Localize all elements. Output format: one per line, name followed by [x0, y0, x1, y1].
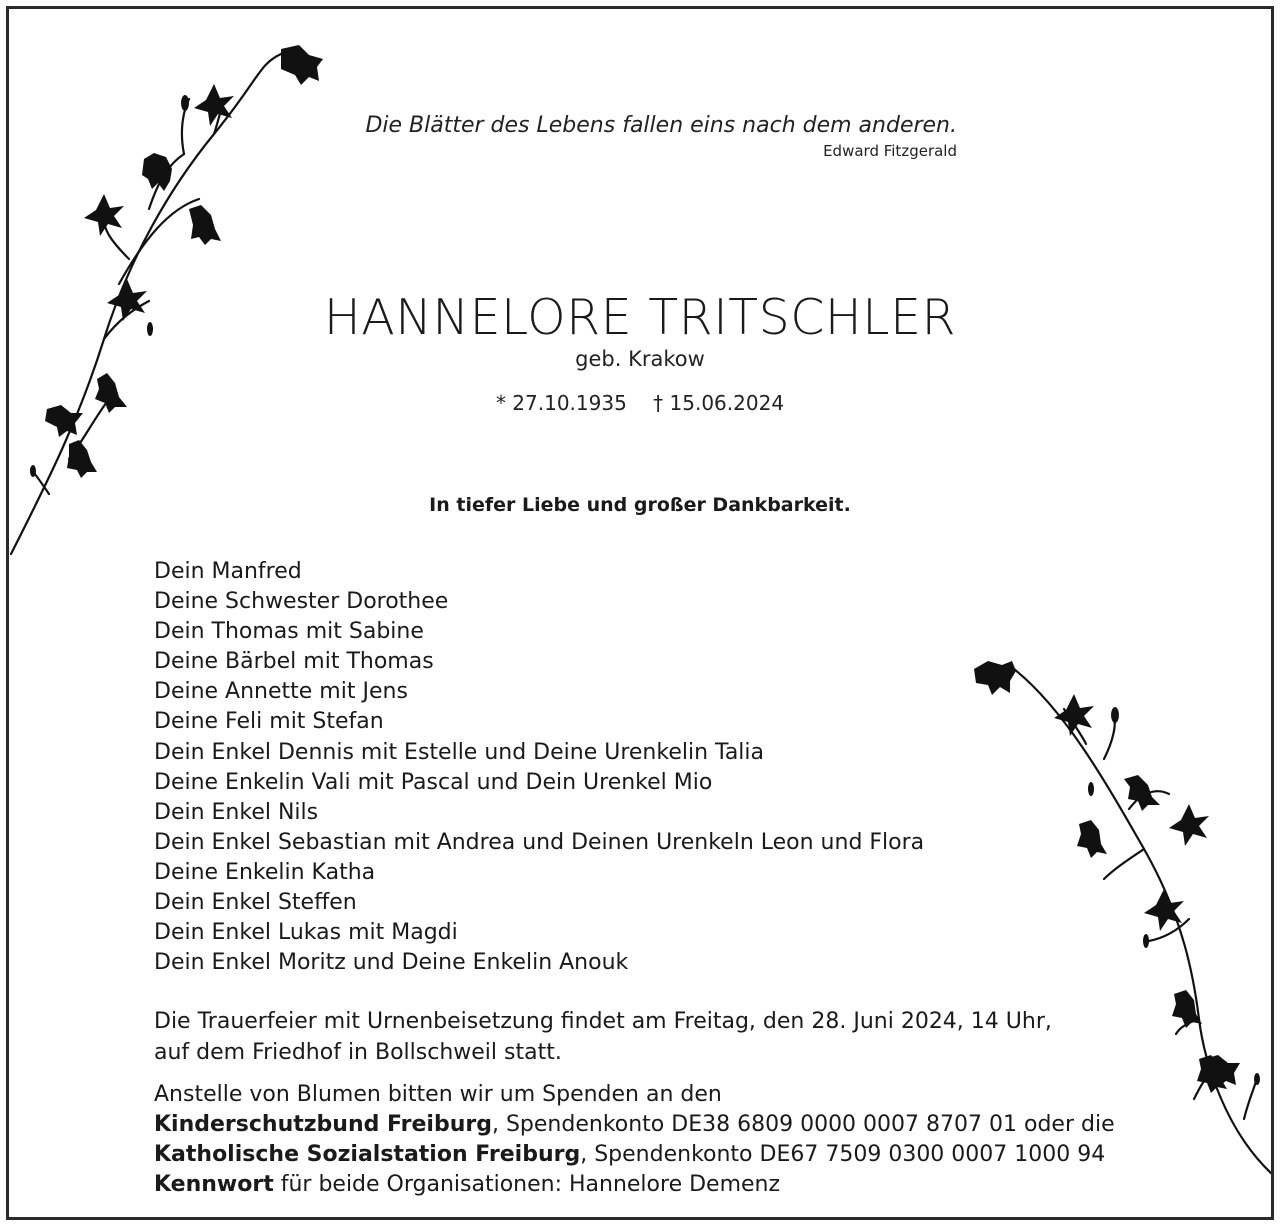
birth-date: * 27.10.1935: [495, 391, 627, 415]
mourner-line: Deine Annette mit Jens: [154, 679, 408, 705]
donation-org-1: [154, 1110, 1115, 1140]
ceremony-info: [154, 1006, 1052, 1068]
mourner-line: Dein Enkel Dennis mit Estelle und Deine Urenkelin Talia: [154, 739, 765, 765]
epigraph: [329, 113, 957, 160]
org-name: Katholische Sozialstation Freiburg: [154, 1142, 581, 1167]
epigraph-text: Die Blätter des Lebens fallen eins nach dem anderen.: [365, 113, 957, 138]
epigraph-author: Edward Fitzgerald: [823, 142, 957, 160]
deceased-name: HANNELORE TRITSCHLER: [323, 289, 957, 346]
mourner-line: Deine Bärbel mit Thomas: [154, 649, 434, 675]
mourner-line: Deine Enkelin Katha: [154, 859, 376, 885]
org-account: , Spendenkonto DE67 7509 0300 0007 1000 94: [580, 1142, 1106, 1167]
mourner-line: Dein Manfred: [154, 559, 302, 584]
mourner-line: Dein Enkel Steffen: [154, 890, 357, 916]
org-name: Kinderschutzbund Freiburg: [154, 1112, 492, 1137]
donation-org-2: [154, 1140, 1115, 1170]
dedication: In tiefer Liebe und großer Dankbarkeit.: [429, 494, 851, 516]
donation-keyword: [154, 1170, 1115, 1200]
mourner-line: Dein Enkel Lukas mit Magdi: [154, 920, 458, 946]
birth-name: geb. Krakow: [575, 347, 705, 371]
keyword-text: für beide Organisationen: Hannelore Demenz: [273, 1172, 781, 1197]
ceremony-line: Die Trauerfeier mit Urnenbeisetzung findet am Freitag, den 28. Juni 2024, 14 Uhr,: [154, 1009, 1052, 1034]
mourner-line: Dein Thomas mit Sabine: [154, 619, 424, 645]
death-date: † 15.06.2024: [653, 391, 785, 415]
mourner-line: Deine Enkelin Vali mit Pascal und Dein Urenkel Mio: [154, 769, 713, 795]
ceremony-line: auf dem Friedhof in Bollschweil statt.: [154, 1040, 562, 1065]
mourner-line: Deine Feli mit Stefan: [154, 709, 384, 735]
life-dates: [9, 391, 1271, 415]
mourner-line: Deine Schwester Dorothee: [154, 589, 449, 615]
mourner-line: Dein Enkel Sebastian mit Andrea und Deinen Urenkeln Leon und Flora: [154, 829, 925, 855]
donation-intro: Anstelle von Blumen bitten wir um Spenden an den: [154, 1082, 722, 1107]
mourners-list: [154, 557, 924, 978]
obituary-notice: [6, 6, 1274, 1220]
mourner-line: Dein Enkel Nils: [154, 799, 319, 825]
org-account: , Spendenkonto DE38 6809 0000 0007 8707 01 oder die: [491, 1112, 1115, 1137]
keyword-label: Kennwort: [154, 1172, 274, 1197]
mourner-line: Dein Enkel Moritz und Deine Enkelin Anouk: [154, 950, 629, 976]
donation-info: [154, 1080, 1115, 1200]
